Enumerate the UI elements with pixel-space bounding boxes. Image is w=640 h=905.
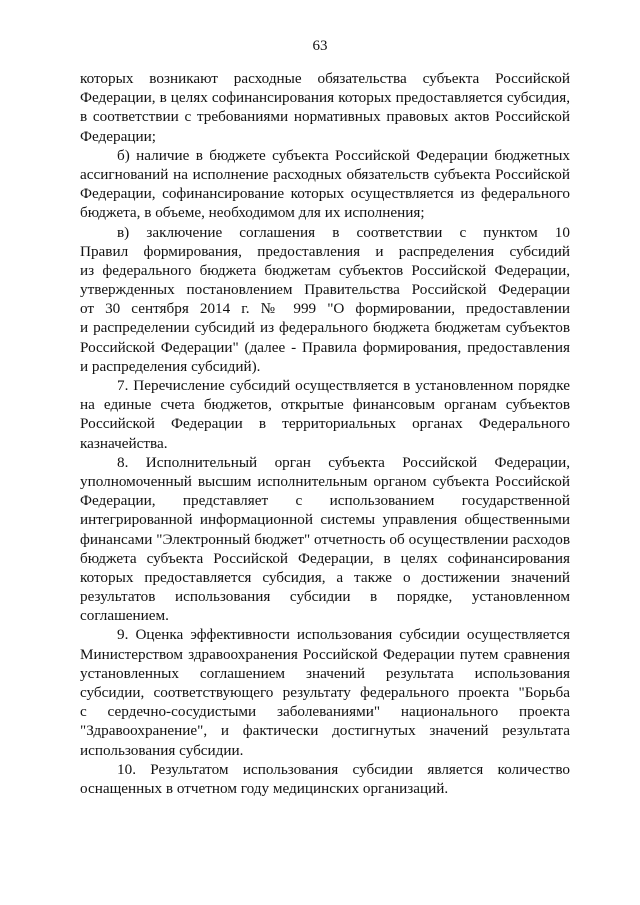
text-line: бюджета субъекта Российской Федерации, в целях софинансирования: [80, 549, 570, 567]
text-line: оснащенных в отчетном году медицинских организаций.: [80, 779, 449, 797]
text-line: Федерации, софинансирование которых осуществляется из федерального: [80, 185, 570, 203]
text-line: и распределения субсидий).: [80, 357, 261, 375]
paragraph-item-b: [80, 146, 570, 223]
text-line: на единые счета бюджетов, открытые финансовым органам субъектов: [80, 396, 570, 414]
text-line: в) заключение соглашения в соответствии с пунктом 10: [117, 223, 570, 241]
text-line: Правил формирования, предоставления и распределения субсидий: [80, 242, 570, 260]
text-line: утвержденных постановлением Правительства Российской Федерации: [80, 281, 570, 299]
text-line: Российской Федерации в территориальных органах Федерального: [80, 415, 570, 433]
text-line: 9. Оценка эффективности использования субсидии осуществляется: [117, 626, 570, 644]
paragraph-9: [80, 625, 570, 759]
text-line: 7. Перечисление субсидий осуществляется в установленном порядке: [117, 377, 570, 394]
page-number: 63: [312, 38, 328, 54]
paragraph-8: [80, 453, 570, 626]
paragraph-continuation: [80, 69, 570, 146]
text-line: использования субсидии.: [80, 741, 244, 759]
text-line: бюджета, в объеме, необходимом для их исполнения;: [80, 204, 425, 222]
text-line: "Здравоохранение", и фактически достигнутых значений результата: [80, 722, 570, 740]
document-body: [80, 69, 570, 798]
text-line: 8. Исполнительный орган субъекта Российской Федерации,: [117, 453, 570, 471]
text-line: Министерством здравоохранения Российской Федерации путем сравнения: [80, 645, 570, 663]
paragraph-item-v: [80, 223, 570, 377]
text-line: от 30 сентября 2014 г. № 999 "О формировании, предоставлении: [80, 300, 570, 318]
text-line: казначейства.: [80, 434, 168, 452]
text-line: уполномоченный высшим исполнительным органом субъекта Российской: [80, 472, 570, 490]
text-line: которых предоставляется субсидия, а также о достижении значений: [80, 568, 570, 586]
text-line: Федерации, в целях софинансирования которых предоставляется субсидия,: [80, 89, 570, 107]
text-line: установленных соглашением значений результата использования: [80, 664, 570, 682]
text-line: с сердечно-сосудистыми заболеваниями" национального проекта: [80, 703, 570, 721]
text-line: б) наличие в бюджете субъекта Российской Федерации бюджетных: [117, 146, 570, 164]
text-line: ассигнований на исполнение расходных обязательств субъекта Российской: [80, 165, 570, 183]
text-line: из федерального бюджета бюджетам субъектов Российской Федерации,: [80, 261, 570, 279]
paragraph-7: [80, 376, 570, 453]
text-line: интегрированной информационной системы управления общественными: [80, 511, 570, 529]
paragraph-10: [80, 760, 570, 798]
text-line: Федерации;: [80, 127, 156, 145]
text-line: субсидии, соответствующего результату федерального проекта "Борьба: [80, 684, 570, 701]
text-line: Федерации, представляет с использованием государственной: [80, 492, 570, 510]
text-line: 10. Результатом использования субсидии является количество: [117, 760, 570, 778]
text-line: финансами "Электронный бюджет" отчетность об осуществлении расходов: [80, 530, 570, 548]
text-line: результатов использования субсидии в порядке, установленном: [80, 588, 570, 606]
text-line: и распределении субсидий из федерального бюджета бюджетам субъектов: [80, 319, 570, 337]
text-line: которых возникают расходные обязательства субъекта Российской: [80, 70, 570, 87]
text-line: в соответствии с требованиями нормативных правовых актов Российской: [80, 108, 570, 126]
text-line: соглашением.: [80, 607, 169, 625]
text-line: Российской Федерации" (далее - Правила формирования, предоставления: [80, 338, 570, 356]
